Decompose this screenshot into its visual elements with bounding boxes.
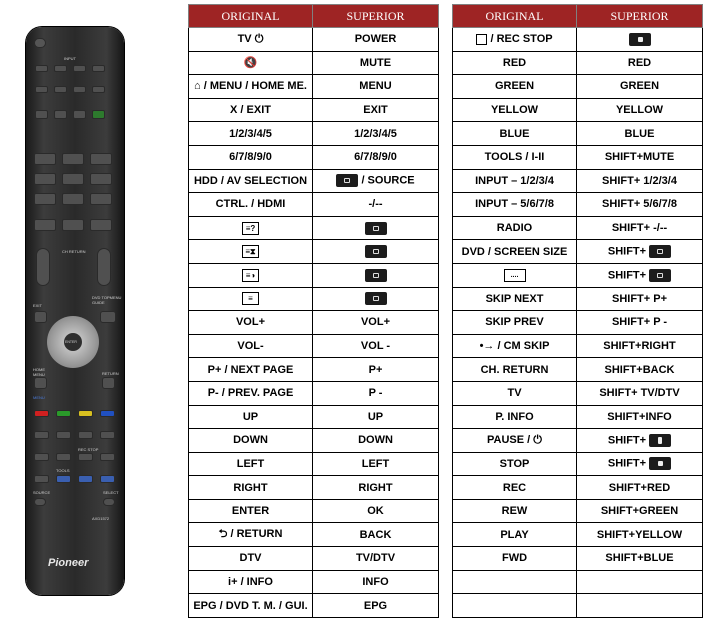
original-cell: RED [453,51,577,75]
original-cell [189,287,313,311]
table-row [453,358,703,382]
original-cell: FWD [453,547,577,571]
original-cell: P- / PREV. PAGE [189,381,313,405]
original-cell: ⮌ / RETURN [189,523,313,547]
table-row [189,287,439,311]
original-cell: RIGHT [189,476,313,500]
original-cell: SKIP PREV [453,311,577,335]
table-row [189,263,439,287]
superior-cell-text: SHIFT+ [607,457,647,470]
remote-exit-label: EXIT [33,303,42,308]
remote-key-icon [365,222,387,235]
superior-cell [577,240,703,264]
remote-select-button-icon [103,498,115,506]
source-button-icon [336,174,358,187]
table-row [453,169,703,193]
original-cell: UP [189,405,313,429]
table-row [453,263,703,287]
teletext-icon: ≡ [242,292,259,305]
superior-cell: P - [313,381,439,405]
table-row [189,169,439,193]
original-cell: DOWN [189,429,313,453]
superior-cell: -/-- [313,193,439,217]
table-row [453,381,703,405]
table-row [189,311,439,335]
original-cell: TOOLS / I-II [453,145,577,169]
table-row [189,358,439,382]
original-cell: REC [453,476,577,500]
remote-green-button-icon [56,410,71,417]
remote-key-icon [649,245,671,258]
original-cell: REW [453,499,577,523]
remote-number-button-icon [90,193,112,205]
superior-cell: EXIT [313,98,439,122]
original-cell: X / EXIT [189,98,313,122]
superior-cell: SHIFT+YELLOW [577,523,703,547]
remote-button-icon [56,453,71,461]
stop-button-icon [649,457,671,470]
superior-cell [313,216,439,240]
table-row [189,499,439,523]
remote-program-rocker-icon [36,248,50,286]
original-cell: BLUE [453,122,577,146]
remote-button-icon [56,475,71,483]
table-row [189,570,439,594]
original-cell: ENTER [189,499,313,523]
remote-control-image [26,27,124,595]
superior-cell: SHIFT+BLUE [577,547,703,571]
remote-button-icon [78,453,93,461]
table-row [453,594,703,618]
remote-number-button-icon [34,193,56,205]
remote-number-button-icon [62,173,84,185]
remote-button-icon [92,110,105,119]
remote-number-button-icon [34,173,56,185]
original-cell [453,28,577,52]
square-icon [476,34,487,45]
remote-return-label: RETURN [102,371,119,376]
original-cell: 🔇 [189,51,313,75]
remote-key-icon [365,292,387,305]
mix-icon: ≡◑ [242,269,259,282]
original-cell: CH. RETURN [453,358,577,382]
superior-cell [313,263,439,287]
remote-button-icon [54,65,67,72]
table-row [453,145,703,169]
remote-button-icon [73,110,86,119]
superior-cell: INFO [313,570,439,594]
remote-source-label: SOURCE [33,490,51,495]
remote-source-button-icon [34,498,46,506]
remote-number-button-icon [34,153,56,165]
superior-cell: VOL+ [313,311,439,335]
remote-button-icon [34,453,49,461]
power-button-icon [34,38,46,48]
original-cell [189,216,313,240]
superior-cell: BACK [313,523,439,547]
table-row [189,429,439,453]
remote-ch-return-label: CH RETURN [62,249,86,254]
table-row [453,499,703,523]
superior-cell: RED [577,51,703,75]
table-row [189,476,439,500]
superior-cell: GREEN [577,75,703,99]
table-row [189,594,439,618]
remote-key-icon [649,269,671,282]
remote-number-button-icon [62,193,84,205]
table-row [189,75,439,99]
remote-button-icon [73,65,86,72]
original-cell: 6/7/8/9/0 [189,145,313,169]
table-row [453,334,703,358]
superior-cell [577,429,703,453]
superior-cell: SHIFT+MUTE [577,145,703,169]
superior-cell-text: SHIFT+ [607,434,647,447]
superior-cell: BLUE [577,122,703,146]
superior-cell-text: SHIFT+ [607,245,647,258]
original-cell: EPG / DVD T. M. / GUI. [189,594,313,618]
original-cell: INPUT – 1/2/3/4 [453,169,577,193]
superior-cell [577,594,703,618]
remote-enter-label: ENTER [65,340,77,344]
table-row [453,452,703,476]
superior-cell: DOWN [313,429,439,453]
mapping-table-right [452,4,703,618]
original-cell: DVD / SCREEN SIZE [453,240,577,264]
table-row [453,240,703,264]
remote-yellow-button-icon [78,410,93,417]
superior-cell [577,452,703,476]
table-row [453,75,703,99]
superior-cell [313,240,439,264]
remote-blue-button-icon [100,410,115,417]
superior-cell: 1/2/3/4/5 [313,122,439,146]
superior-cell: RIGHT [313,476,439,500]
remote-button-icon [35,65,48,72]
remote-top-menu-label: DVD TOPMENU GUIDE [92,295,122,305]
table-row [453,51,703,75]
pause-button-icon [649,434,671,447]
original-cell: SKIP NEXT [453,287,577,311]
remote-number-button-icon [90,173,112,185]
remote-button-icon [100,453,115,461]
table-row [189,216,439,240]
superior-cell: POWER [313,28,439,52]
superior-cell [577,570,703,594]
remote-number-button-icon [34,219,56,231]
superior-cell: SHIFT+RED [577,476,703,500]
table-row [453,429,703,453]
superior-cell: SHIFT+BACK [577,358,703,382]
remote-button-icon [56,431,71,439]
table-row [189,98,439,122]
table-row [453,193,703,217]
superior-cell [577,28,703,52]
superior-cell: MUTE [313,51,439,75]
table-row [453,311,703,335]
original-cell: 1/2/3/4/5 [189,122,313,146]
table-row [189,122,439,146]
remote-volume-rocker-icon [97,248,111,286]
remote-number-button-icon [62,153,84,165]
table-row [189,28,439,52]
superior-cell: SHIFT+ -/-- [577,216,703,240]
superior-cell [313,169,439,193]
superior-cell: SHIFT+GREEN [577,499,703,523]
original-cell: VOL- [189,334,313,358]
original-cell: ⌂ / MENU / HOME ME. [189,75,313,99]
remote-button-icon [35,110,48,119]
remote-select-label: SELECT [103,490,119,495]
superior-cell: SHIFT+RIGHT [577,334,703,358]
table-row [189,452,439,476]
remote-exit-button-icon [34,311,47,323]
original-cell: HDD / AV SELECTION [189,169,313,193]
superior-cell: SHIFT+INFO [577,405,703,429]
table-row [453,570,703,594]
superior-cell: TV/DTV [313,547,439,571]
original-cell: DTV [189,547,313,571]
superior-cell: LEFT [313,452,439,476]
remote-button-icon [92,86,105,93]
remote-input-label: INPUT [64,56,76,61]
table-row [189,547,439,571]
original-cell [453,570,577,594]
original-cell: PAUSE / ⏻ [453,429,577,453]
table-row [189,193,439,217]
superior-cell: EPG [313,594,439,618]
remote-button-icon [100,475,115,483]
table-row [189,381,439,405]
remote-epg-button-icon [100,311,116,323]
table-row [453,476,703,500]
original-cell [189,240,313,264]
table-row [453,28,703,52]
superior-cell: SHIFT+ P - [577,311,703,335]
original-cell: YELLOW [453,98,577,122]
remote-red-button-icon [34,410,49,417]
remote-home-button-icon [34,377,47,389]
original-cell [453,263,577,287]
superior-cell: SHIFT+ 1/2/3/4 [577,169,703,193]
superior-cell: YELLOW [577,98,703,122]
original-cell: GREEN [453,75,577,99]
column-header-superior: SUPERIOR [313,5,439,28]
table-row [453,547,703,571]
superior-cell-text: SHIFT+ [607,269,647,282]
original-cell: INPUT – 5/6/7/8 [453,193,577,217]
original-cell: PLAY [453,523,577,547]
superior-cell: OK [313,499,439,523]
original-cell: •→ / CM SKIP [453,334,577,358]
help-icon: ≡? [242,222,259,235]
superior-cell: SHIFT+ P+ [577,287,703,311]
remote-key-icon [365,245,387,258]
remote-brand-logo: Pioneer [48,557,89,569]
table-row [189,145,439,169]
superior-cell: MENU [313,75,439,99]
hold-icon: ≡⧗ [242,245,259,258]
remote-home-menu-label: HOME MENU [33,367,45,377]
remote-key-icon [365,269,387,282]
remote-button-icon [54,86,67,93]
original-cell: TV ⏻ [189,28,313,52]
table-row [189,523,439,547]
original-cell [189,263,313,287]
remote-number-button-icon [90,219,112,231]
remote-button-icon [34,475,49,483]
original-cell [453,594,577,618]
remote-button-icon [34,431,49,439]
remote-model-label: AXD1572 [92,516,110,521]
table-row [453,523,703,547]
column-header-original: ORIGINAL [453,5,577,28]
remote-button-icon [78,431,93,439]
column-header-superior: SUPERIOR [577,5,703,28]
superior-cell: VOL - [313,334,439,358]
superior-cell [313,287,439,311]
table-row [453,122,703,146]
remote-menu-label: MENU [33,395,45,400]
table-row [189,240,439,264]
remote-number-button-icon [62,219,84,231]
remote-button-icon [35,86,48,93]
table-row [189,334,439,358]
remote-tools-label: TOOLS [56,468,70,473]
stop-button-icon [629,33,651,46]
table-row [189,51,439,75]
table-row [189,405,439,429]
superior-cell: UP [313,405,439,429]
superior-cell [577,263,703,287]
subtitle-icon: .... [504,269,526,282]
superior-cell: P+ [313,358,439,382]
remote-rec-stop-label: REC STOP [78,447,99,452]
remote-button-icon [73,86,86,93]
table-row [453,98,703,122]
table-row [453,405,703,429]
remote-button-icon [78,475,93,483]
column-header-original: ORIGINAL [189,5,313,28]
original-cell: RADIO [453,216,577,240]
table-row [453,287,703,311]
remote-button-icon [54,110,67,119]
original-cell: P. INFO [453,405,577,429]
original-cell: LEFT [189,452,313,476]
mapping-table-left [188,4,439,618]
superior-cell: SHIFT+ TV/DTV [577,381,703,405]
original-cell: P+ / NEXT PAGE [189,358,313,382]
original-cell: CTRL. / HDMI [189,193,313,217]
superior-cell-text: / SOURCE [361,174,415,187]
table-row [453,216,703,240]
superior-cell: 6/7/8/9/0 [313,145,439,169]
original-cell-text: / REC STOP [490,33,553,46]
original-cell: i+ / INFO [189,570,313,594]
remote-button-icon [92,65,105,72]
remote-number-button-icon [90,153,112,165]
remote-return-button-icon [102,377,115,389]
superior-cell: SHIFT+ 5/6/7/8 [577,193,703,217]
original-cell: STOP [453,452,577,476]
original-cell: TV [453,381,577,405]
remote-button-icon [100,431,115,439]
original-cell: VOL+ [189,311,313,335]
